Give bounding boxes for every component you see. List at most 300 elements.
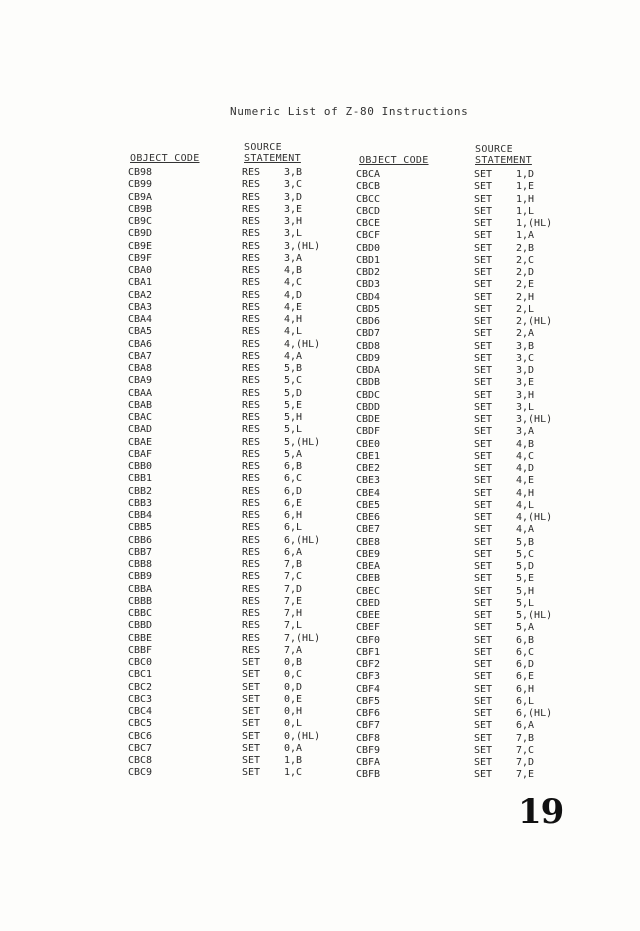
object-code-cell: CBE3 [356, 475, 381, 487]
opcode-cell: SET [474, 561, 493, 572]
object-code-cell: CBBA [128, 583, 153, 595]
operand-cell: 3,D [516, 365, 535, 376]
opcode-cell: RES [242, 289, 261, 301]
object-code-cell: CBA5 [128, 326, 153, 338]
operand-cell: 3,B [516, 340, 535, 352]
object-code-cell: CBE0 [356, 438, 381, 450]
opcode-cell: RES [242, 167, 261, 178]
opcode-cell: SET [474, 597, 493, 609]
operand-cell: 3,D [284, 191, 303, 203]
object-code-cell: CBC5 [128, 718, 153, 730]
opcode-cell: RES [242, 277, 261, 289]
opcode-cell: SET [474, 744, 493, 756]
object-code-cell: CBEB [356, 573, 381, 585]
opcode-cell: SET [242, 730, 261, 742]
opcode-cell: RES [242, 203, 261, 215]
operand-cell: 7,C [284, 571, 303, 583]
object-code-cell: CBC2 [128, 681, 153, 693]
operand-cell: 4,H [516, 487, 535, 499]
object-code-cell: CB9F [128, 252, 153, 264]
operand-cell: 6,L [284, 522, 303, 534]
opcode-cell: SET [474, 450, 493, 462]
opcode-cell: SET [474, 634, 493, 646]
object-code-cell: CBE8 [356, 536, 381, 548]
object-code-cell: CBEC [356, 585, 381, 597]
object-code-cell: CBA1 [128, 277, 153, 289]
object-code-cell: CBD1 [356, 254, 381, 266]
operand-cell: 6,A [284, 546, 303, 558]
opcode-cell: SET [474, 475, 493, 487]
opcode-cell: SET [474, 352, 493, 364]
opcode-cell: SET [242, 657, 261, 668]
operand-cell: 5,L [284, 424, 303, 436]
operand-cell: 3,L [516, 401, 535, 413]
source-header-left [244, 142, 301, 164]
opcode-cell: SET [474, 695, 493, 707]
object-code-cell: CBDC [356, 389, 381, 401]
object-code-cell: CBA9 [128, 375, 153, 387]
operand-cell: 3,(HL) [516, 414, 553, 425]
object-code-cell: CBF8 [356, 732, 381, 744]
object-code-cell: CBCD [356, 205, 381, 217]
opcode-cell: RES [242, 387, 261, 399]
source-header-right [475, 144, 532, 166]
operand-cell: 7,A [284, 644, 303, 656]
opcode-cell: RES [242, 326, 261, 338]
opcode-cell: RES [242, 338, 261, 350]
opcode-cell: SET [242, 755, 261, 766]
object-code-cell: CBD9 [356, 352, 381, 364]
opcode-cell: SET [474, 671, 493, 683]
object-code-cell: CBF7 [356, 720, 381, 732]
object-code-cell: CBF3 [356, 671, 381, 683]
object-code-cell: CBEF [356, 622, 381, 634]
object-code-cell: CB9E [128, 240, 153, 252]
operand-cell: 7,E [516, 769, 535, 781]
object-code-header-right [359, 155, 429, 166]
operand-cell: 3,H [284, 216, 303, 227]
operand-cell: 4,E [284, 301, 303, 313]
opcode-cell: RES [242, 179, 261, 191]
opcode-cell: SET [474, 610, 493, 621]
object-code-cell: CBB4 [128, 510, 153, 521]
operand-cell: 4,L [284, 326, 303, 338]
operand-cell: 5,C [284, 375, 303, 387]
operand-cell: 6,H [284, 510, 303, 521]
operand-cell: 3,E [284, 203, 303, 215]
object-code-cell: CBED [356, 597, 381, 609]
operand-cell: 0,E [284, 693, 303, 705]
opcode-cell: RES [242, 240, 261, 252]
object-code-cell: CB99 [128, 179, 153, 191]
object-code-cell: CBB0 [128, 461, 153, 472]
operand-cell: 5,(HL) [284, 436, 321, 448]
object-code-cell: CBE7 [356, 524, 381, 536]
opcode-cell: RES [242, 265, 261, 276]
operand-cell: 7,D [284, 583, 303, 595]
opcode-cell: SET [242, 718, 261, 730]
operand-cell: 1,A [516, 230, 535, 242]
operand-cell: 0,D [284, 681, 303, 693]
opcode-cell: SET [474, 230, 493, 242]
operand-cell: 4,E [516, 475, 535, 487]
operand-cell: 1,(HL) [516, 218, 553, 229]
operand-cell: 3,H [516, 389, 535, 401]
operand-cell: 5,C [516, 548, 535, 560]
object-code-cell: CBB5 [128, 522, 153, 534]
page-number: 19 [518, 792, 564, 832]
opcode-cell: SET [474, 463, 493, 474]
object-code-cell: CBCE [356, 218, 381, 229]
object-code-cell: CBAB [128, 399, 153, 411]
operand-cell: 4,A [516, 524, 535, 536]
object-code-cell: CBF5 [356, 695, 381, 707]
opcode-cell: SET [474, 659, 493, 670]
operand-cell: 0,B [284, 657, 303, 668]
operand-cell: 2,E [516, 279, 535, 291]
object-code-cell: CBAF [128, 448, 153, 460]
object-code-cell: CBF9 [356, 744, 381, 756]
object-code-cell: CBDD [356, 401, 381, 413]
object-code-label: OBJECT CODE [130, 153, 200, 164]
operand-cell: 7,B [516, 732, 535, 744]
object-code-cell: CBD5 [356, 303, 381, 315]
operand-cell: 7,E [284, 595, 303, 607]
opcode-cell: RES [242, 632, 261, 644]
opcode-cell: RES [242, 424, 261, 436]
opcode-cell: RES [242, 583, 261, 595]
operand-cell: 7,L [284, 620, 303, 632]
operand-cell: 7,D [516, 757, 535, 768]
opcode-cell: SET [474, 303, 493, 315]
operand-cell: 6,B [284, 461, 303, 472]
opcode-cell: RES [242, 350, 261, 362]
opcode-cell: SET [474, 328, 493, 340]
operand-cell: 7,B [284, 559, 303, 570]
object-code-cell: CBDA [356, 365, 381, 376]
operand-cell: 6,C [284, 473, 303, 485]
object-code-cell: CBC1 [128, 669, 153, 681]
opcode-cell: SET [474, 205, 493, 217]
object-code-cell: CBB7 [128, 546, 153, 558]
object-code-cell: CBC0 [128, 657, 153, 668]
opcode-cell: RES [242, 571, 261, 583]
opcode-cell: SET [474, 279, 493, 291]
opcode-cell: SET [242, 706, 261, 717]
source-label: SOURCE [475, 144, 513, 155]
object-code-cell: CB9B [128, 203, 153, 215]
object-code-cell: CBC4 [128, 706, 153, 717]
opcode-cell: SET [474, 414, 493, 425]
operand-cell: 2,H [516, 291, 535, 303]
object-code-cell: CBE9 [356, 548, 381, 560]
operand-cell: 1,D [516, 169, 535, 180]
operand-cell: 6,E [516, 671, 535, 683]
object-code-cell: CBD2 [356, 267, 381, 278]
object-code-cell: CBA0 [128, 265, 153, 276]
object-code-cell: CBB6 [128, 534, 153, 546]
object-code-cell: CBA2 [128, 289, 153, 301]
opcode-cell: RES [242, 314, 261, 325]
opcode-cell: RES [242, 399, 261, 411]
opcode-cell: RES [242, 412, 261, 423]
operand-cell: 7,H [284, 608, 303, 619]
operand-cell: 4,(HL) [284, 338, 321, 350]
opcode-cell: SET [474, 377, 493, 389]
opcode-cell: SET [474, 548, 493, 560]
operand-cell: 4,C [516, 450, 535, 462]
operand-cell: 6,D [516, 659, 535, 670]
operand-cell: 5,A [284, 448, 303, 460]
opcode-cell: SET [474, 389, 493, 401]
operand-cell: 4,L [516, 499, 535, 511]
opcode-cell: SET [474, 769, 493, 781]
object-code-cell: CBF1 [356, 646, 381, 658]
operand-cell: 3,A [516, 426, 535, 438]
opcode-cell: SET [474, 573, 493, 585]
operand-cell: 6,(HL) [516, 708, 553, 719]
object-code-cell: CBBF [128, 644, 153, 656]
object-code-cell: CBD3 [356, 279, 381, 291]
operand-cell: 1,L [516, 205, 535, 217]
opcode-cell: SET [474, 365, 493, 376]
opcode-cell: SET [474, 499, 493, 511]
object-code-cell: CBE4 [356, 487, 381, 499]
object-code-cell: CBE6 [356, 512, 381, 523]
operand-cell: 6,E [284, 497, 303, 509]
opcode-cell: RES [242, 559, 261, 570]
operand-cell: 6,H [516, 683, 535, 695]
statement-label: STATEMENT [475, 155, 532, 166]
object-code-cell: CBD7 [356, 328, 381, 340]
opcode-cell: SET [242, 767, 261, 779]
operand-cell: 7,C [516, 744, 535, 756]
object-code-cell: CBF6 [356, 708, 381, 719]
operand-cell: 2,B [516, 242, 535, 254]
object-code-cell: CBBB [128, 595, 153, 607]
operand-cell: 6,A [516, 720, 535, 732]
object-code-cell: CB9D [128, 228, 153, 240]
object-code-cell: CBFB [356, 769, 381, 781]
object-code-cell: CBB3 [128, 497, 153, 509]
object-code-cell: CBC9 [128, 767, 153, 779]
opcode-cell: SET [474, 218, 493, 229]
operand-cell: 5,H [284, 412, 303, 423]
object-code-cell: CBB9 [128, 571, 153, 583]
object-code-cell: CBB8 [128, 559, 153, 570]
object-code-cell: CBF4 [356, 683, 381, 695]
opcode-cell: RES [242, 216, 261, 227]
object-code-cell: CBC3 [128, 693, 153, 705]
opcode-cell: RES [242, 191, 261, 203]
opcode-cell: SET [474, 340, 493, 352]
opcode-cell: SET [474, 512, 493, 523]
operand-cell: 6,L [516, 695, 535, 707]
operand-cell: 2,(HL) [516, 316, 553, 327]
operand-cell: 4,D [516, 463, 535, 474]
object-code-cell: CBDB [356, 377, 381, 389]
object-code-cell: CBEE [356, 610, 381, 621]
opcode-cell: SET [474, 242, 493, 254]
object-code-cell: CBAE [128, 436, 153, 448]
object-code-cell: CBA8 [128, 363, 153, 374]
object-code-cell: CBB2 [128, 485, 153, 497]
opcode-cell: SET [474, 720, 493, 732]
opcode-cell: RES [242, 375, 261, 387]
object-code-cell: CBBE [128, 632, 153, 644]
opcode-cell: SET [474, 193, 493, 205]
operand-cell: 4,B [284, 265, 303, 276]
operand-cell: 5,B [516, 536, 535, 548]
operand-cell: 5,B [284, 363, 303, 374]
opcode-cell: SET [474, 646, 493, 658]
object-code-cell: CBD4 [356, 291, 381, 303]
operand-cell: 5,D [284, 387, 303, 399]
object-code-cell: CBBC [128, 608, 153, 619]
object-code-cell: CBDE [356, 414, 381, 425]
object-code-cell: CBAD [128, 424, 153, 436]
page-title: Numeric List of Z-80 Instructions [230, 105, 469, 118]
object-code-cell: CBBD [128, 620, 153, 632]
opcode-cell: SET [474, 683, 493, 695]
operand-cell: 0,H [284, 706, 303, 717]
object-code-cell: CB9A [128, 191, 153, 203]
operand-cell: 4,A [284, 350, 303, 362]
operand-cell: 3,E [516, 377, 535, 389]
operand-cell: 6,B [516, 634, 535, 646]
opcode-cell: SET [242, 742, 261, 754]
operand-cell: 3,C [516, 352, 535, 364]
object-code-cell: CBA6 [128, 338, 153, 350]
opcode-cell: SET [474, 291, 493, 303]
object-code-cell: CBEA [356, 561, 381, 572]
object-code-cell: CBAA [128, 387, 153, 399]
operand-cell: 4,C [284, 277, 303, 289]
opcode-cell: SET [474, 536, 493, 548]
operand-cell: 4,H [284, 314, 303, 325]
opcode-cell: RES [242, 546, 261, 558]
opcode-cell: RES [242, 461, 261, 472]
object-code-header-left [130, 153, 200, 164]
object-code-cell: CBCF [356, 230, 381, 242]
operand-cell: 4,(HL) [516, 512, 553, 523]
operand-cell: 1,H [516, 193, 535, 205]
opcode-cell: SET [242, 693, 261, 705]
object-code-cell: CBC6 [128, 730, 153, 742]
object-code-cell: CBE2 [356, 463, 381, 474]
opcode-cell: SET [474, 708, 493, 719]
opcode-cell: SET [474, 169, 493, 180]
opcode-cell: RES [242, 252, 261, 264]
operand-cell: 2,A [516, 328, 535, 340]
opcode-cell: SET [474, 622, 493, 634]
operand-cell: 0,C [284, 669, 303, 681]
object-code-cell: CBD8 [356, 340, 381, 352]
opcode-cell: SET [242, 669, 261, 681]
object-code-cell: CBE1 [356, 450, 381, 462]
opcode-cell: RES [242, 620, 261, 632]
object-code-cell: CBAC [128, 412, 153, 423]
operand-cell: 5,L [516, 597, 535, 609]
opcode-cell: SET [474, 401, 493, 413]
opcode-cell: SET [474, 316, 493, 327]
opcode-cell: RES [242, 436, 261, 448]
opcode-cell: RES [242, 608, 261, 619]
opcode-cell: SET [474, 426, 493, 438]
operand-cell: 5,(HL) [516, 610, 553, 621]
object-code-cell: CBFA [356, 757, 381, 768]
operand-cell: 1,B [284, 755, 303, 766]
object-code-cell: CB98 [128, 167, 153, 178]
operand-cell: 3,(HL) [284, 240, 321, 252]
opcode-cell: RES [242, 522, 261, 534]
operand-cell: 7,(HL) [284, 632, 321, 644]
opcode-cell: RES [242, 595, 261, 607]
object-code-cell: CBC7 [128, 742, 153, 754]
object-code-cell: CBCA [356, 169, 381, 180]
opcode-cell: SET [474, 757, 493, 768]
opcode-cell: SET [474, 732, 493, 744]
operand-cell: 5,H [516, 585, 535, 597]
opcode-cell: SET [474, 487, 493, 499]
object-code-cell: CBCC [356, 193, 381, 205]
object-code-cell: CBB1 [128, 473, 153, 485]
operand-cell: 2,D [516, 267, 535, 278]
operand-cell: 0,A [284, 742, 303, 754]
source-label: SOURCE [244, 142, 282, 153]
opcode-cell: SET [474, 254, 493, 266]
opcode-cell: SET [474, 585, 493, 597]
object-code-cell: CB9C [128, 216, 153, 227]
operand-cell: 0,(HL) [284, 730, 321, 742]
operand-cell: 4,D [284, 289, 303, 301]
opcode-cell: RES [242, 448, 261, 460]
object-code-label: OBJECT CODE [359, 155, 429, 166]
object-code-cell: CBD0 [356, 242, 381, 254]
statement-label: STATEMENT [244, 153, 301, 164]
opcode-cell: RES [242, 497, 261, 509]
opcode-cell: SET [474, 181, 493, 193]
operand-cell: 5,E [284, 399, 303, 411]
opcode-cell: SET [474, 438, 493, 450]
operand-cell: 3,L [284, 228, 303, 240]
operand-cell: 3,C [284, 179, 303, 191]
operand-cell: 5,D [516, 561, 535, 572]
operand-cell: 4,B [516, 438, 535, 450]
operand-cell: 1,C [284, 767, 303, 779]
operand-cell: 0,L [284, 718, 303, 730]
operand-cell: 5,A [516, 622, 535, 634]
object-code-cell: CBCB [356, 181, 381, 193]
operand-cell: 3,A [284, 252, 303, 264]
operand-cell: 5,E [516, 573, 535, 585]
opcode-cell: RES [242, 301, 261, 313]
opcode-cell: RES [242, 473, 261, 485]
opcode-cell: RES [242, 485, 261, 497]
operand-cell: 2,L [516, 303, 535, 315]
operand-cell: 6,D [284, 485, 303, 497]
object-code-cell: CBDF [356, 426, 381, 438]
operand-cell: 6,(HL) [284, 534, 321, 546]
opcode-cell: SET [474, 524, 493, 536]
object-code-cell: CBD6 [356, 316, 381, 327]
opcode-cell: RES [242, 510, 261, 521]
operand-cell: 6,C [516, 646, 535, 658]
operand-cell: 2,C [516, 254, 535, 266]
object-code-cell: CBE5 [356, 499, 381, 511]
object-code-cell: CBA3 [128, 301, 153, 313]
object-code-cell: CBA7 [128, 350, 153, 362]
